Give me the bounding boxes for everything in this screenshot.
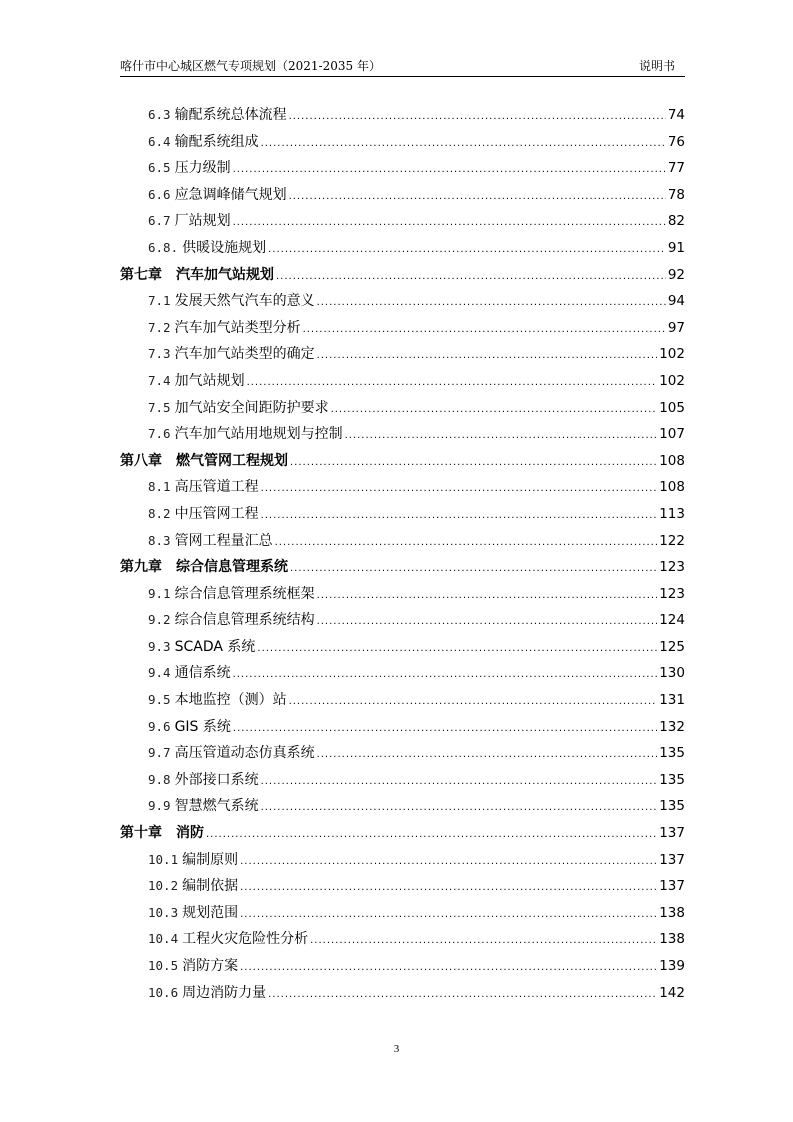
toc-section-entry[interactable] [120,581,685,608]
toc-entry-number: 7.6 [148,426,171,442]
toc-entry-title: 高压管道动态仿真系统 [174,745,315,762]
dot-leader [240,902,657,929]
toc-entry-number: 10.6 [148,984,179,1000]
dot-leader [261,795,658,822]
toc-entry-number: 9.9 [148,798,171,814]
toc-page-number: 92 [667,266,685,283]
toc-entry-number: 9.7 [148,745,171,761]
dot-leader [240,875,657,902]
toc-page-number: 78 [667,186,685,203]
toc-entry-number: 8.2 [148,505,171,521]
toc-entry-number: 7.4 [148,372,171,388]
toc-section-entry[interactable] [120,395,685,422]
dot-leader [240,849,657,876]
toc-entry-title: 高压管道工程 [174,479,259,496]
toc-entry-title: 综合信息管理系统结构 [174,612,315,629]
toc-section-entry[interactable] [120,926,685,953]
page-header [120,56,685,77]
dot-leader [317,609,658,636]
toc-page-number: 122 [659,532,685,549]
toc-chapter-entry[interactable] [120,262,685,289]
toc-entry-title: 智慧燃气系统 [174,798,259,815]
toc-entry-title: 本地监控（测）站 [174,692,287,709]
toc-page-number: 123 [659,559,685,576]
toc-section-entry[interactable] [120,847,685,874]
toc-page-number: 125 [659,638,685,655]
toc-entry-number: 9.1 [148,585,171,601]
toc-entry-title: 工程火灾危险性分析 [182,931,309,948]
dot-leader [268,982,657,1009]
toc-section-entry[interactable] [120,315,685,342]
dot-leader [261,769,658,796]
toc-entry-title: 输配系统总体流程 [174,107,287,123]
toc-section-entry[interactable] [120,660,685,687]
dot-leader [303,317,666,344]
dot-leader [247,370,658,397]
toc-entry-title: 消防 [176,825,204,842]
toc-page-number: 94 [667,293,685,310]
toc-entry-number: 10.2 [148,878,179,894]
toc-entry-title: 汽车加气站类型分析 [174,319,301,336]
toc-page-number: 142 [659,984,685,1001]
toc-entry-title: 编制依据 [182,878,239,895]
toc-page-number: 91 [667,239,685,256]
toc-entry-title: 外部接口系统 [174,771,259,788]
dot-leader [310,928,657,955]
dot-leader [289,104,666,131]
toc-section-entry[interactable] [120,208,685,235]
toc-entry-title: 发展天然气汽车的意义 [174,293,315,310]
dot-leader [261,476,658,503]
toc-page-number: 105 [659,399,685,416]
toc-page-number: 132 [659,718,685,735]
toc-entry-title: 汽车加气站用地规划与控制 [174,426,343,443]
toc-entry-title: 应急调峰储气规划 [174,186,287,203]
toc-entry-number: 7.1 [148,293,171,309]
toc-page-number: 135 [659,771,685,788]
toc-entry-number: 6.7 [148,213,171,229]
toc-entry-number: 9.5 [148,692,171,708]
toc-page-number: 138 [659,931,685,948]
toc-chapter-entry[interactable] [120,820,685,847]
dot-leader [317,290,666,317]
toc-page-number: 137 [659,851,685,868]
toc-entry-number: 6.4 [148,133,171,149]
toc-section-entry[interactable] [120,953,685,980]
dot-leader [233,210,666,237]
toc-entry-title: 周边消防力量 [182,984,267,1001]
document-type-label: 说明书 [638,59,675,73]
toc-page-number: 74 [667,107,685,123]
dot-leader [289,184,666,211]
toc-entry-number: 9.4 [148,665,171,681]
toc-page-number: 102 [659,372,685,389]
toc-section-entry[interactable] [120,740,685,767]
toc-entry-title: 编制原则 [182,851,239,868]
table-of-contents [120,102,685,1006]
toc-section-entry[interactable] [120,235,685,262]
dot-leader [233,716,657,743]
toc-page-number: 135 [659,798,685,815]
toc-page-number: 139 [659,958,685,974]
toc-entry-number: 7.3 [148,346,171,362]
toc-entry-title: 输配系统组成 [174,133,259,150]
dot-leader [268,237,666,264]
toc-entry-number: 6.8. [148,239,179,255]
toc-section-entry[interactable] [120,474,685,501]
toc-entry-title: 加气站规划 [174,372,245,389]
toc-entry-number: 第十章 [120,825,162,842]
toc-entry-number: 7.2 [148,319,171,335]
toc-section-entry[interactable] [120,528,685,555]
toc-page-number: 107 [659,426,685,443]
dot-leader [290,556,657,583]
toc-page-number: 76 [667,133,685,150]
toc-section-entry[interactable] [120,341,685,368]
dot-leader [233,157,666,184]
toc-entry-number: 10.5 [148,958,179,973]
toc-entry-title: 燃气管网工程规划 [176,452,288,469]
toc-section-entry[interactable] [120,767,685,794]
toc-page-number: 123 [659,585,685,602]
toc-section-entry[interactable] [120,129,685,156]
toc-entry-title: 汽车加气站规划 [176,266,274,283]
dot-leader [317,742,658,769]
toc-section-entry[interactable] [120,900,685,927]
toc-entry-title: 压力级制 [174,160,231,177]
toc-page-number: 108 [659,452,685,469]
toc-entry-title: 综合信息管理系统 [176,559,288,576]
toc-page-number: 102 [659,346,685,363]
toc-section-entry[interactable] [120,607,685,634]
toc-section-entry[interactable] [120,873,685,900]
toc-page-number: 131 [659,692,685,709]
toc-entry-title: 管网工程量汇总 [174,532,273,549]
toc-section-entry[interactable] [120,501,685,528]
toc-entry-title: 综合信息管理系统框架 [174,585,315,602]
toc-entry-title: 汽车加气站类型的确定 [174,346,315,363]
toc-page-number: 108 [659,479,685,496]
toc-entry-title: GIS 系统 [174,718,231,735]
toc-section-entry[interactable] [120,421,685,448]
dot-leader [317,343,658,370]
toc-entry-number: 第九章 [120,559,162,576]
toc-entry-title: 通信系统 [174,665,231,682]
toc-entry-number: 7.5 [148,399,171,415]
toc-entry-number: 10.4 [148,931,179,947]
toc-entry-number: 8.3 [148,532,171,548]
toc-section-entry[interactable] [120,980,685,1007]
toc-page-number: 124 [659,612,685,629]
dot-leader [240,955,657,982]
toc-entry-title: 加气站安全间距防护要求 [174,399,329,416]
toc-entry-title: 中压管网工程 [174,505,259,522]
toc-page-number: 77 [667,160,685,177]
page-number: 3 [393,1043,400,1055]
toc-page-number: 137 [659,825,685,842]
toc-entry-number: 9.6 [148,718,171,734]
document-title: 喀什市中心城区燃气专项规划（2021-2035 年） [120,59,381,73]
toc-entry-number: 6.5 [148,160,171,176]
dot-leader [275,530,658,557]
toc-page-number: 138 [659,904,685,921]
toc-section-entry[interactable] [120,687,685,714]
toc-section-entry[interactable] [120,793,685,820]
toc-section-entry[interactable] [120,634,685,661]
toc-page-number: 97 [667,319,685,336]
toc-entry-number: 9.2 [148,612,171,628]
toc-page-number: 137 [659,878,685,895]
toc-chapter-entry[interactable] [120,448,685,475]
toc-section-entry[interactable] [120,182,685,209]
dot-leader [331,397,658,424]
dot-leader [257,636,657,663]
dot-leader [289,689,658,716]
toc-section-entry[interactable] [120,288,685,315]
toc-chapter-entry[interactable] [120,554,685,581]
toc-page-number: 135 [659,745,685,762]
toc-entry-number: 9.3 [148,638,171,654]
dot-leader [206,822,657,849]
dot-leader [261,503,658,530]
toc-entry-title: 厂站规划 [174,213,231,230]
toc-page-number: 130 [659,665,685,682]
toc-section-entry[interactable] [120,368,685,395]
toc-entry-number: 6.3 [148,107,171,122]
toc-entry-number: 8.1 [148,479,171,495]
dot-leader [317,583,658,610]
toc-entry-title: 供暖设施规划 [182,239,267,256]
toc-page-number: 82 [667,213,685,230]
toc-page-number: 113 [659,505,685,522]
dot-leader [233,662,658,689]
toc-entry-number: 10.3 [148,904,179,920]
toc-entry-number: 6.6 [148,186,171,202]
dot-leader [276,264,666,291]
toc-entry-number: 9.8 [148,771,171,787]
toc-entry-number: 第八章 [120,452,162,469]
toc-entry-title: 规划范围 [182,904,239,921]
toc-entry-number: 第七章 [120,266,162,283]
dot-leader [261,131,666,158]
dot-leader [290,450,657,477]
toc-section-entry[interactable] [120,102,685,129]
toc-entry-number: 10.1 [148,851,179,867]
toc-entry-title: 消防方案 [182,958,239,974]
toc-section-entry[interactable] [120,714,685,741]
dot-leader [345,423,658,450]
toc-section-entry[interactable] [120,155,685,182]
toc-entry-title: SCADA 系统 [174,638,256,655]
